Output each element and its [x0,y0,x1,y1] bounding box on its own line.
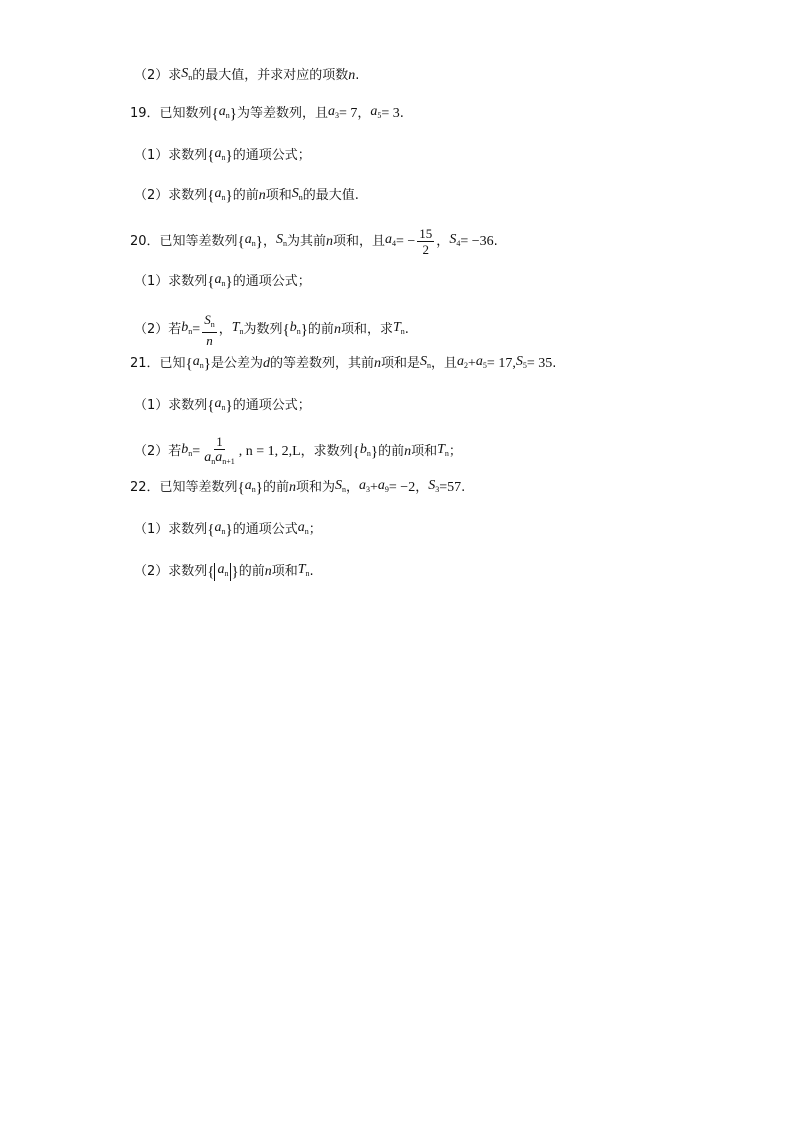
question-22-2 [134,560,314,584]
brace: { [237,480,245,496]
text: . [309,564,314,579]
condition: , n = 1, 2,L [238,443,301,459]
question-21-1 [134,394,311,418]
var-s-n: $S_n$ [181,66,193,82]
eq: = −36 [460,233,494,249]
text: 项和是 [380,356,420,371]
text: 的最大值，并求对应的项数 [192,68,349,83]
var-a-n: $a_n$ [214,520,226,536]
var-a-n: $a_n$ [297,520,309,536]
brace: } [370,443,379,460]
var-a4: $a_4$ [385,231,396,248]
brace: { [207,522,215,538]
var-d: d [262,356,270,371]
var-s3: $S_3$ [428,478,440,494]
text: 19．已知数列 [130,106,212,121]
eq: =57 [439,480,462,495]
text: 项和，求 [340,322,393,337]
text: . [552,356,557,371]
var-a-n: $a_n$ [218,104,230,120]
question-21 [130,352,556,376]
var-s4: $S_4$ [449,231,461,248]
brace: { [207,398,215,414]
var-a-n: $a_n$ [214,396,226,412]
text: ， [218,322,232,337]
brace: } [225,398,233,414]
text: 项和，且 [332,233,385,249]
text: 的通项公式 [232,522,298,537]
brace: } [225,188,233,204]
var-a3: $a_3$ [359,478,370,494]
var-s5: $S_5$ [515,354,527,370]
text: 的前 [232,188,259,203]
text: ， [262,233,276,249]
text: （2）求数列 [134,188,208,203]
text: . [461,480,466,495]
var-a5: $a_5$ [475,354,487,370]
var-a5: $a_5$ [370,104,382,120]
text: （2）求数列 [134,564,208,579]
text: ， [436,233,450,249]
text: ， [415,480,429,495]
eq: = 3 [381,106,400,121]
var-n: n [258,188,266,203]
brace: } [255,480,263,496]
brace: { [185,356,193,372]
brace: } [203,356,211,372]
var-b-n: $b_n$ [359,441,371,458]
question-20 [130,226,498,257]
var-b-n: $b_n$ [289,320,301,336]
var-n: n [373,356,381,371]
eq: = −2 [388,480,416,495]
text: 20．已知等差数列 [130,233,238,249]
text: 项和 [265,188,292,203]
text: 21．已知 [130,356,186,371]
brace: } [231,564,239,580]
var-n: n [325,233,333,249]
text: 的通项公式； [232,398,311,413]
text: 的前 [378,443,405,459]
text: 22．已知等差数列 [130,480,238,495]
abs-a-n: $a_n$ [214,563,231,581]
brace: { [207,564,215,580]
var-a-n: $a_n$ [214,186,226,202]
text: 为数列 [243,322,283,337]
var-a-n: $a_n$ [214,272,226,288]
plus: + [370,480,378,495]
var-a-n: $a_n$ [244,478,256,494]
text: 的等差数列，其前 [269,356,374,371]
question-19-2 [134,184,359,208]
text: （2）求 [134,68,182,83]
text: （1）求数列 [134,398,208,413]
text: . [404,322,409,337]
text: （2）若 [134,322,182,337]
eq: = 7 [338,106,358,121]
text: 为等差数列，且 [236,106,328,121]
var-n: n [264,564,272,579]
text: 是公差为 [210,356,263,371]
question-21-2 [134,434,462,469]
var-s-n: $S_n$ [291,186,303,202]
brace: } [255,233,263,250]
text: ， [345,480,359,495]
brace: { [207,148,215,164]
brace: } [225,148,233,164]
text: ； [448,443,462,459]
text: . [399,106,404,121]
text: 项和 [411,443,438,459]
var-a-n: $a_n$ [244,231,256,248]
var-n: n [404,443,412,459]
var-t-n: $T_n$ [437,441,449,458]
var-s-n: $S_n$ [334,478,346,494]
text: 项和为 [295,480,335,495]
var-t-n: $T_n$ [231,320,244,336]
eq: = 17, [486,356,516,371]
question-19 [130,102,404,126]
var-a9: $a_9$ [377,478,389,494]
eq: = − [396,233,416,249]
brace: } [300,322,308,338]
line-18-2 [134,64,359,88]
var-a2: $a_2$ [457,354,469,370]
var-s-n: $S_n$ [275,231,287,248]
text: （2）若 [134,443,182,459]
var-n: n [348,68,356,83]
text: ； [308,522,322,537]
text: 为其前 [286,233,326,249]
text: （1）求数列 [134,148,208,163]
brace: { [211,106,219,122]
var-n: n [288,480,296,495]
text: 的通项公式； [232,274,311,289]
var-b-n: $b_n$ [181,441,193,458]
text: 的前 [238,564,265,579]
question-20-2 [134,312,409,348]
question-20-1 [134,270,311,294]
brace: { [207,274,215,290]
var-a3: $a_3$ [327,104,339,120]
var-n: n [333,322,341,337]
text: 项和 [271,564,298,579]
eq: = [192,322,201,337]
var-b-n: $b_n$ [181,320,193,336]
text: 的前 [307,322,334,337]
fraction-sn-n: $\frac{S_n}{n}$ [204,312,215,348]
plus: + [468,356,476,371]
brace: } [229,106,237,122]
fraction-1-over-an-an1: $\frac{1}{a_na_{n+1}}$ [204,434,235,466]
brace: } [225,274,233,290]
text: 的通项公式； [232,148,311,163]
question-22 [130,476,465,500]
brace: { [237,233,245,250]
text: （1）求数列 [134,274,208,289]
var-t-n: $T_n$ [392,320,405,336]
text: ，求数列 [300,443,353,459]
text: ， [357,106,371,121]
brace: { [352,443,360,460]
eq: = 35 [526,356,553,371]
brace: } [225,522,233,538]
question-22-1 [134,518,322,542]
var-s-n: $S_n$ [420,354,431,370]
text: 的前 [262,480,289,495]
var-a-n: $a_n$ [214,146,226,162]
var-a-n: $a_n$ [192,354,204,370]
text: ，且 [431,356,458,371]
var-t-n: $T_n$ [297,562,310,578]
question-19-1 [134,144,311,168]
brace: { [207,188,215,204]
fraction-15-2: $\frac{15}{2}$ [419,226,433,257]
brace: { [282,322,290,338]
eq: = [192,443,201,459]
text: . [355,68,360,83]
text: 的最大值. [302,188,359,203]
text: . [493,233,498,249]
text: （1）求数列 [134,522,208,537]
